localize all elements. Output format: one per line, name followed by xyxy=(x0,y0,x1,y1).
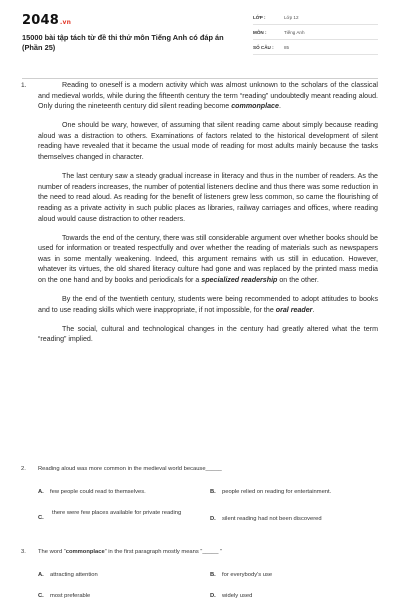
document-title: 15000 bài tập tách từ đề thi thử môn Tiếng Anh có đáp án (Phần 25) xyxy=(22,33,224,52)
question-2-option-b[interactable]: B. people relied on reading for entertainment. xyxy=(210,489,332,495)
meta-subject-row xyxy=(253,28,378,40)
meta-subject-label: MÔN : xyxy=(253,30,267,35)
question-1-number: 1. xyxy=(21,82,27,89)
question-2-stem xyxy=(21,466,222,472)
passage-paragraph-6: The social, cultural and technological changes in the century had greatly altered what the term “reading” implied. xyxy=(38,324,378,344)
emphasis-commonplace: commonplace xyxy=(231,102,279,111)
meta-subject-value: Tiếng Anh xyxy=(284,30,305,35)
meta-class-label: LỚP : xyxy=(253,15,266,20)
question-3-number: 3. xyxy=(21,549,26,555)
passage-paragraph-4: Towards the end of the century, there was still considerable argument over whether books should be used for information or treated respectfully and over whether the reading of materials such as newspapers was in some mentally weakening. Indeed, this argument remains with us still in education. However, whatever its virtues, the old shared literacy culture had gone and was replaced by the printed mass media on the one hand and by books and periodicals for a specialized readership on the other. xyxy=(38,233,378,284)
meta-count-row xyxy=(253,43,378,55)
logo-main: 2048 xyxy=(22,13,59,28)
passage-paragraph-5: By the end of the twentieth century, students were being recommended to adopt attitudes to books and to use reading skills which were inappropriate, if not impossible, for the oral reader. xyxy=(38,295,378,314)
question-3-option-b[interactable]: B. for everybody's use xyxy=(210,572,273,578)
emphasis-specialized-readership: specialized readership xyxy=(201,276,278,284)
question-3-stem: 3. The word “commonplace” in the first paragraph mostly means “_____ ” xyxy=(21,549,222,555)
passage-paragraph-3: The last century saw a steady gradual increase in literacy and thus in the number of readers. As the number of readers increases, the number of potential listeners decline and thus there was some reduction in the need to read aloud. As reading for the benefit of listeners grew less common, so came the flourishing of reading as a private activity in such public places as libraries, railway carriages and offices, where reading aloud would cause distraction to other readers. xyxy=(38,172,378,223)
emphasis-oral-reader: oral reader xyxy=(275,305,313,314)
reading-passage xyxy=(38,80,378,353)
page-header xyxy=(0,0,400,70)
site-logo[interactable] xyxy=(22,13,71,28)
question-3-option-a[interactable]: A. attracting attention xyxy=(38,572,98,578)
question-3-option-d[interactable]: D. widely used xyxy=(210,593,253,599)
logo-suffix: .vn xyxy=(59,19,72,26)
header-divider xyxy=(22,78,378,79)
meta-class-row xyxy=(253,13,378,25)
meta-count-label: SỐ CÂU : xyxy=(253,45,274,50)
question-3-option-c[interactable]: C. most preferable xyxy=(38,593,91,599)
passage-paragraph-2: One should be wary, however, of assuming that silent reading came about simply because reading aloud was a distraction to others. Examinations of factors related to the historical development of silent reading have revealed that it became the usual mode of reading for most adults mainly because the tasks themselves changed in character. xyxy=(38,121,378,162)
passage-paragraph-1: Reading to oneself is a modern activity which was almost unknown to the scholars of the classical and medieval worlds, while during the fifteenth century the term “reading” undoubtedly meant reading aloud. Only during the nineteenth century did silent reading become commonplace. xyxy=(38,81,378,111)
question-2-text: Reading aloud was more common in the medieval world because_____ xyxy=(38,466,222,472)
question-3-keyword: commonplace xyxy=(65,549,105,555)
question-2-option-a[interactable]: A. few people could read to themselves. xyxy=(38,489,146,495)
meta-class-value: Lớp 12 xyxy=(284,15,299,20)
question-2-option-d[interactable]: D. silent reading had not been discovered xyxy=(210,516,322,522)
meta-count-value: 85 xyxy=(284,45,290,50)
question-2-option-c[interactable]: C. there were few places available for private reading xyxy=(38,510,182,521)
question-2-number: 2. xyxy=(21,466,26,472)
